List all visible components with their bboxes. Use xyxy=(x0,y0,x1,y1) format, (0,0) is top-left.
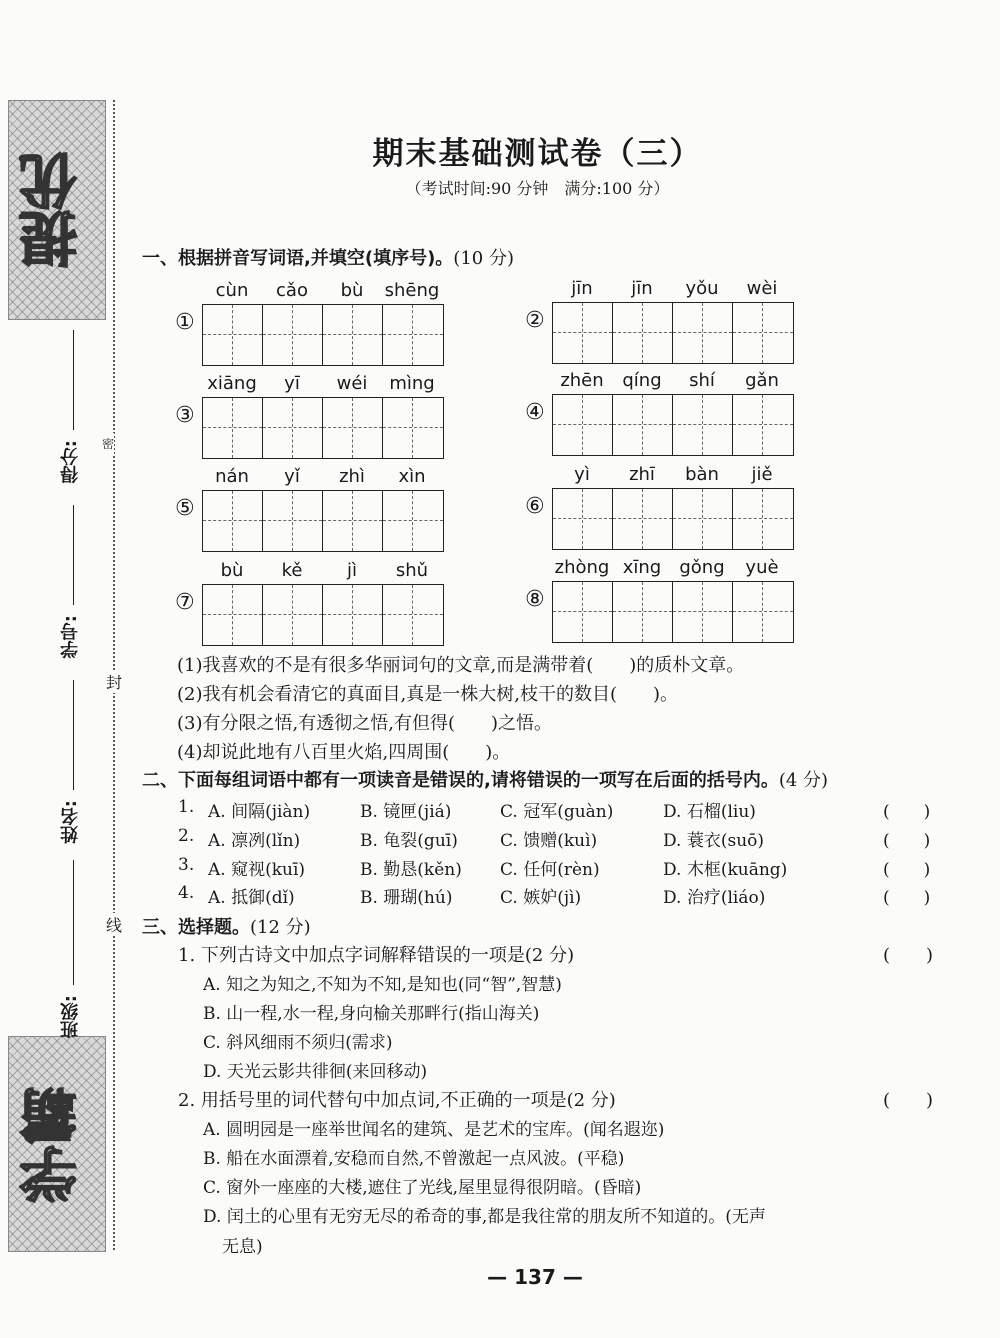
q2-option-c: C. 窗外一座座的大楼,遮住了光线,屋里显得很阴暗。(昏暗) xyxy=(203,1178,642,1198)
page-title: 期末基础测试卷（三） xyxy=(372,136,703,172)
pinyin-group-8 xyxy=(525,557,805,642)
option-a: A. 窥视(kuī) xyxy=(208,860,306,880)
pinyin-label: zhòng xyxy=(554,557,610,578)
pinyin-label: gǎn xyxy=(745,370,779,391)
q2-option-a: A. 圆明园是一座举世闻名的建筑、是艺术的宝库。(闻名遐迩) xyxy=(203,1120,665,1140)
section1-title-text: 一、根据拼音写词语,并填空(填序号)。 xyxy=(142,248,454,269)
pinyin-label: bù xyxy=(220,560,244,581)
writing-grid[interactable] xyxy=(552,581,794,643)
q2-stem: 2. 用括号里的词代替句中加点词,不正确的一项是(2 分) xyxy=(178,1090,616,1111)
row-number: 4. xyxy=(178,883,195,903)
number-label: 学号: xyxy=(60,615,81,659)
option-c: C. 馈赠(kuì) xyxy=(500,831,598,851)
number-line xyxy=(73,505,74,605)
pinyin-label: wèi xyxy=(746,278,778,299)
q2-option-d: D. 闰土的心里有无穷无尽的希奇的事,都是我往常的朋友所不知道的。(无声 xyxy=(203,1207,766,1227)
answer-blank[interactable]: ( ) xyxy=(883,888,931,908)
section2-points: (4 分) xyxy=(778,770,829,791)
row-number: 3. xyxy=(178,855,195,875)
section1-points: (10 分) xyxy=(453,248,514,269)
section3-title-text: 三、选择题。 xyxy=(142,917,250,938)
pinyin-label: yī xyxy=(284,373,300,394)
pinyin-label: yì xyxy=(574,464,590,485)
pinyin-label: zhī xyxy=(629,464,655,485)
pinyin-label: bàn xyxy=(685,464,719,485)
pinyin-group-6 xyxy=(525,464,805,549)
page-subtitle: （考试时间:90 分钟 满分:100 分） xyxy=(405,179,670,198)
pinyin-label: qíng xyxy=(622,370,662,391)
q1-option-b: B. 山一程,水一程,身向榆关那畔行(指山海关) xyxy=(203,1004,540,1024)
answer-blank[interactable]: ( ) xyxy=(883,831,931,851)
pinyin-group-5 xyxy=(175,466,455,551)
option-c: C. 任何(rèn) xyxy=(500,860,600,880)
section3-title xyxy=(142,913,311,939)
strip-bottom-text: 学霸 xyxy=(19,1087,87,1203)
pinyin-label: xīng xyxy=(622,557,662,578)
pinyin-label: bù xyxy=(340,280,364,301)
option-d: D. 治疗(liáo) xyxy=(663,888,766,908)
fill-sentence-1: (1)我喜欢的不是有很多华丽词句的文章,而是满带着( )的质朴文章。 xyxy=(177,655,745,676)
q1-option-a: A. 知之为知之,不知为不知,是知也(同“智”,智慧) xyxy=(203,975,562,995)
pinyin-group-4 xyxy=(525,370,805,455)
pinyin-label: shí xyxy=(689,370,715,391)
writing-grid[interactable] xyxy=(202,490,444,552)
option-a: A. 凛冽(lǐn) xyxy=(208,831,301,851)
writing-grid[interactable] xyxy=(552,302,794,364)
seal-feng: 封 xyxy=(106,670,122,693)
option-a: A. 间隔(jiàn) xyxy=(208,802,311,822)
page-number: — 137 — xyxy=(487,1265,583,1289)
answer-blank[interactable]: ( ) xyxy=(883,802,931,822)
pinyin-label: yuè xyxy=(745,557,779,578)
fill-sentence-3: (3)有分限之悟,有透彻之悟,有但得( )之悟。 xyxy=(177,713,552,734)
section1-title xyxy=(142,244,514,270)
writing-grid[interactable] xyxy=(552,488,794,550)
q2-option-d-cont: 无息) xyxy=(222,1237,263,1257)
seal-mi: 密 xyxy=(102,433,114,454)
pronunciation-row-2 xyxy=(178,826,968,852)
pinyin-label: nán xyxy=(215,466,249,487)
section2-title xyxy=(142,766,828,792)
option-b: B. 勤恳(kěn) xyxy=(360,860,462,880)
seal-xian: 线 xyxy=(106,913,122,936)
writing-grid[interactable] xyxy=(202,584,444,646)
pinyin-label: shǔ xyxy=(395,560,429,581)
pinyin-label: jīn xyxy=(571,278,593,299)
answer-blank[interactable]: ( ) xyxy=(883,860,931,880)
pinyin-label: jì xyxy=(346,560,357,581)
pinyin-label: jīn xyxy=(631,278,653,299)
option-c: C. 嫉妒(jì) xyxy=(500,888,582,908)
row-number: 2. xyxy=(178,826,195,846)
score-line xyxy=(73,330,74,430)
fill-sentence-2: (2)我有机会看清它的真面目,真是一株大树,枝干的数目( )。 xyxy=(177,684,678,705)
pinyin-group-3 xyxy=(175,373,455,458)
group-number: ③ xyxy=(175,403,195,428)
group-number: ⑦ xyxy=(175,590,195,615)
pinyin-label: shēng xyxy=(384,280,440,301)
option-d: D. 蓑衣(suō) xyxy=(663,831,765,851)
pronunciation-row-1 xyxy=(178,797,968,823)
pinyin-group-7 xyxy=(175,560,455,645)
option-b: B. 龟裂(guī) xyxy=(360,831,458,851)
class-label: 班级: xyxy=(60,995,81,1039)
writing-grid[interactable] xyxy=(552,394,794,456)
group-number: ① xyxy=(175,310,195,335)
option-d: D. 石榴(liu) xyxy=(663,802,756,822)
group-number: ⑤ xyxy=(175,496,195,521)
score-label: 得分: xyxy=(60,440,81,484)
pinyin-label: xiāng xyxy=(207,373,257,394)
pinyin-label: zhì xyxy=(339,466,365,487)
group-number: ④ xyxy=(525,400,545,425)
pinyin-label: cǎo xyxy=(276,280,308,301)
section3-points: (12 分) xyxy=(250,917,311,938)
group-number: ② xyxy=(525,308,545,333)
writing-grid[interactable] xyxy=(202,304,444,366)
writing-grid[interactable] xyxy=(202,397,444,459)
q1-option-c: C. 斜风细雨不须归(需求) xyxy=(203,1033,393,1053)
name-line xyxy=(73,680,74,790)
pronunciation-row-4 xyxy=(178,883,968,909)
pinyin-group-1 xyxy=(175,280,455,365)
pinyin-label: cùn xyxy=(215,280,249,301)
pinyin-label: yǒu xyxy=(685,278,719,299)
pinyin-group-2 xyxy=(525,278,805,363)
option-a: A. 抵御(dǐ) xyxy=(208,888,295,908)
row-number: 1. xyxy=(178,797,195,817)
strip-top-text: 提优 xyxy=(19,152,87,268)
pinyin-label: gǒng xyxy=(679,557,725,578)
q1-answer-blank[interactable]: ( ) xyxy=(883,945,934,966)
q1-stem: 1. 下列古诗文中加点字词解释错误的一项是(2 分) xyxy=(178,945,575,966)
pinyin-label: jiě xyxy=(751,464,773,485)
class-line xyxy=(73,860,74,985)
q2-option-b: B. 船在水面漂着,安稳而自然,不曾激起一点风波。(平稳) xyxy=(203,1149,625,1169)
section2-title-text: 二、下面每组词语中都有一项读音是错误的,请将错误的一项写在后面的括号内。 xyxy=(142,770,779,791)
pinyin-label: mìng xyxy=(389,373,435,394)
group-number: ⑥ xyxy=(525,494,545,519)
option-d: D. 木框(kuāng) xyxy=(663,860,788,880)
group-number: ⑧ xyxy=(525,587,545,612)
pinyin-label: zhēn xyxy=(560,370,604,391)
option-c: C. 冠军(guàn) xyxy=(500,802,614,822)
pinyin-label: wéi xyxy=(336,373,368,394)
pinyin-label: kě xyxy=(281,560,303,581)
pronunciation-row-3 xyxy=(178,855,968,881)
pinyin-label: yǐ xyxy=(284,466,300,487)
q1-option-d: D. 天光云影共徘徊(来回移动) xyxy=(203,1062,428,1082)
q2-answer-blank[interactable]: ( ) xyxy=(883,1090,934,1111)
option-b: B. 珊瑚(hú) xyxy=(360,888,453,908)
name-label: 姓名: xyxy=(60,800,81,844)
fill-sentence-4: (4)却说此地有八百里火焰,四周围( )。 xyxy=(177,742,511,763)
option-b: B. 镜匣(jiá) xyxy=(360,802,452,822)
pinyin-label: xìn xyxy=(398,466,426,487)
